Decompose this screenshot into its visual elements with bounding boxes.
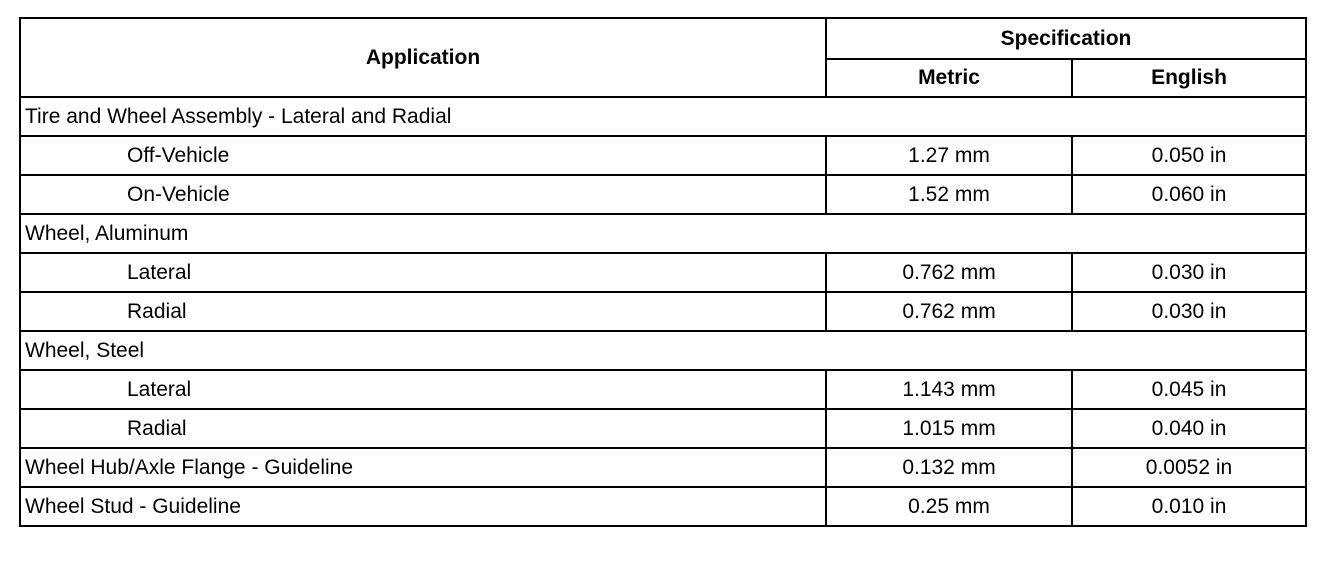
application-cell: Lateral	[20, 370, 826, 409]
metric-cell: 1.52 mm	[826, 175, 1072, 214]
application-cell: Radial	[20, 409, 826, 448]
application-cell: Lateral	[20, 253, 826, 292]
specification-table	[19, 17, 1307, 527]
application-cell: Off-Vehicle	[20, 136, 826, 175]
table-row	[20, 97, 1306, 136]
english-cell: 0.060 in	[1072, 175, 1306, 214]
metric-cell: 0.132 mm	[826, 448, 1072, 487]
english-cell: 0.050 in	[1072, 136, 1306, 175]
group-label: Wheel, Steel	[20, 331, 1306, 370]
english-cell: 0.010 in	[1072, 487, 1306, 526]
application-cell: On-Vehicle	[20, 175, 826, 214]
group-label: Tire and Wheel Assembly - Lateral and Radial	[20, 97, 1306, 136]
table-row	[20, 487, 1306, 526]
table-row	[20, 331, 1306, 370]
application-cell: Wheel Stud - Guideline	[20, 487, 826, 526]
table-row	[20, 409, 1306, 448]
metric-header: Metric	[826, 59, 1072, 97]
metric-cell: 0.762 mm	[826, 292, 1072, 331]
table-row	[20, 448, 1306, 487]
english-cell: 0.045 in	[1072, 370, 1306, 409]
group-label: Wheel, Aluminum	[20, 214, 1306, 253]
metric-cell: 1.143 mm	[826, 370, 1072, 409]
application-header: Application	[20, 18, 826, 97]
metric-cell: 0.762 mm	[826, 253, 1072, 292]
table-row	[20, 292, 1306, 331]
table-row	[20, 214, 1306, 253]
specification-header: Specification	[826, 18, 1306, 59]
english-cell: 0.040 in	[1072, 409, 1306, 448]
english-cell: 0.030 in	[1072, 292, 1306, 331]
table-row	[20, 370, 1306, 409]
header-row-top	[20, 18, 1306, 59]
metric-cell: 0.25 mm	[826, 487, 1072, 526]
table-row	[20, 136, 1306, 175]
metric-cell: 1.27 mm	[826, 136, 1072, 175]
english-cell: 0.0052 in	[1072, 448, 1306, 487]
application-cell: Wheel Hub/Axle Flange - Guideline	[20, 448, 826, 487]
metric-cell: 1.015 mm	[826, 409, 1072, 448]
english-cell: 0.030 in	[1072, 253, 1306, 292]
table-row	[20, 253, 1306, 292]
table-row	[20, 175, 1306, 214]
application-cell: Radial	[20, 292, 826, 331]
english-header: English	[1072, 59, 1306, 97]
